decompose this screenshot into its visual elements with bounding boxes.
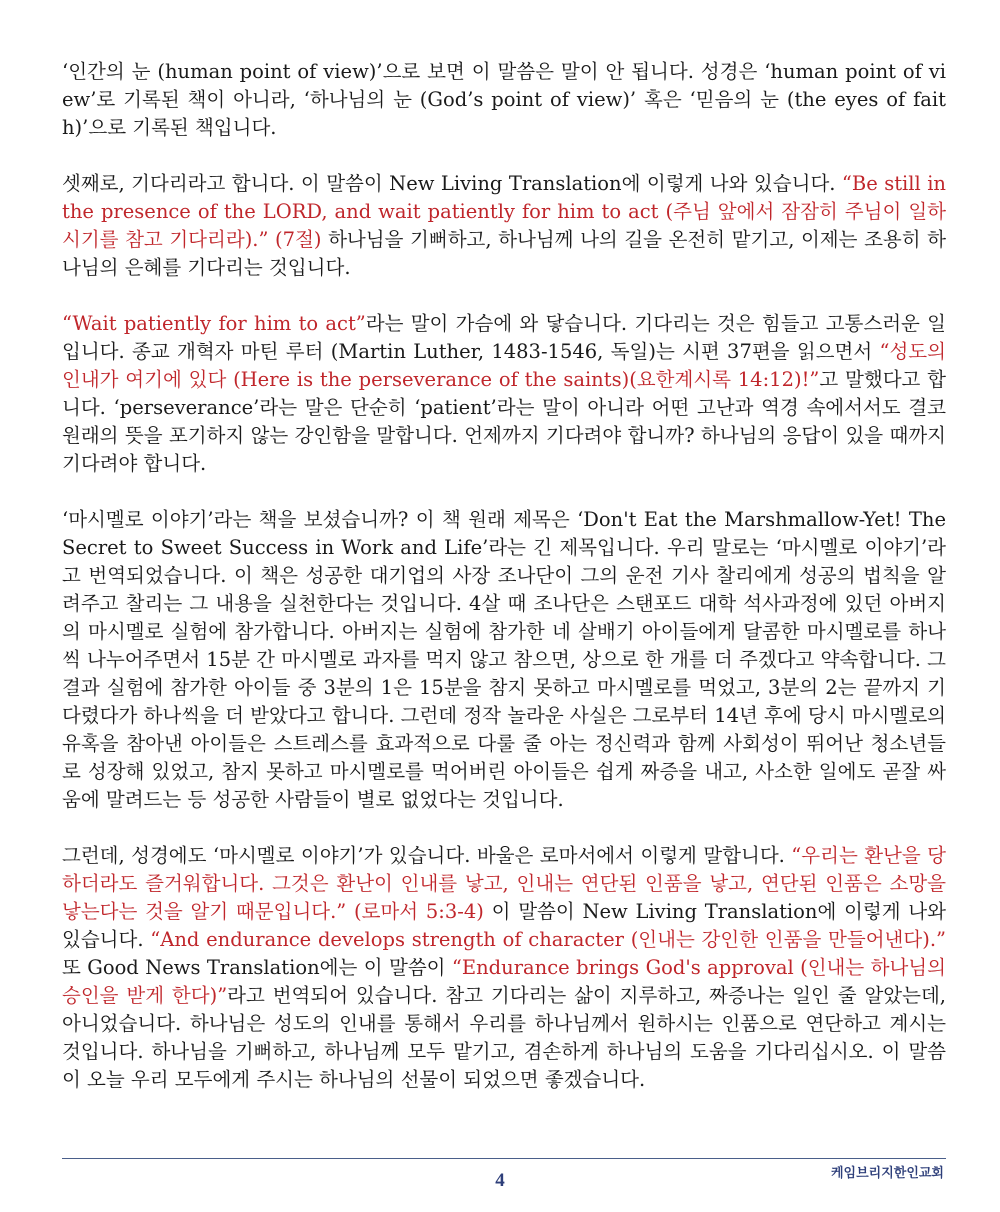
paragraph-text: ‘마시멜로 이야기’라는 책을 보셨습니까? 이 책 원래 제목은 ‘Don't Eat the Marshmallow-Yet! The Secret to Sweet Success in Work and Life’라는 긴 제목입니다. 우리 말로는 ‘마시멜로 이야기’라고 번역되었습니다. 이 책은 성공한 대기업의 사장 조나단이 그의 운전 기사 찰리에게 성공의 법칙을 알려주고 찰리는 그 내용을 실천한다는 것입니다. 4살 때 조나단은 스탠포드 대학 석사과정에 있던 아버지의 마시멜로 실험에 참가합니다. 아버지는 실험에 참가한 네 살배기 아이들에게 달콤한 마시멜로를 하나씩 나누어주면서 15분 간 마시멜로 과자를 먹지 않고 참으면, 상으로 한 개를 더 주겠다고 약속합니다. 그 결과 실험에 참가한 아이들 중 3분의 1은 15분을 참지 못하고 마시멜로를 먹었고, 3분의 2는 끝까지 기다렸다가 하나씩을 더 받았다고 합니다. 그런데 정작 놀라운 사실은 그로부터 14년 후에 당시 마시멜로의 유혹을 참아낸 아이들은 스트레스를 효과적으로 다룰 줄 아는 정신력과 함께 사회성이 뛰어난 청소년들로 성장해 있었고, 참지 못하고 마시멜로를 먹어버린 아이들은 쉽게 짜증을 내고, 사소한 일에도 곧잘 싸움에 말려드는 등 성공한 사람들이 별로 없었다는 것입니다. — [62, 508, 946, 811]
paragraph-text: 고 말했다고 합니다. ‘perseverance’라는 말은 단순히 ‘patient’라는 말이 아니라 어떤 고난과 역경 속에서서도 결코 원래의 뜻을 포기하지 않는 강인함을 말합니다. 언제까지 기다려야 합니까? 하나님의 응답이 있을 때까지 기다려야 합니다. — [62, 368, 946, 475]
quoted-scripture-text: “Endurance brings God's approval (인내는 하나님의 승인을 받게 한다)” — [62, 956, 946, 1007]
paragraph — [62, 58, 946, 142]
paragraph-text: 그런데, 성경에도 ‘마시멜로 이야기’가 있습니다. 바울은 로마서에서 이렇게 말합니다. — [62, 844, 792, 867]
paragraph-text: 셋째로, 기다리라고 합니다. 이 말씀이 New Living Translation에 이렇게 나와 있습니다. — [62, 172, 842, 195]
quoted-scripture-text: “Wait patiently for him to act” — [62, 312, 366, 335]
quoted-scripture-text: “우리는 환난을 당하더라도 즐거워합니다. 그것은 환난이 인내를 낳고, 인내는 연단된 인품을 낳고, 연단된 인품은 소망을 낳는다는 것을 알기 때문입니다.” (로마서 5:3-4) — [62, 844, 946, 923]
quoted-scripture-text: “And endurance develops strength of character (인내는 강인한 인품을 만들어낸다).” — [150, 928, 946, 951]
paragraph-text: ‘인간의 눈 (human point of view)’으로 보면 이 말씀은 말이 안 됩니다. 성경은 ‘human point of view’로 기록된 책이 아니라, ‘하나님의 눈 (God’s point of view)’ 혹은 ‘믿음의 눈 (the eyes of faith)’으로 기록된 책입니다. — [62, 60, 946, 139]
quoted-scripture-text: “성도의 인내가 여기에 있다 (Here is the perseverance of the saints)(요한계시록 14:12)!” — [62, 340, 946, 391]
paragraph-text: 라는 말이 가슴에 와 닿습니다. 기다리는 것은 힘들고 고통스러운 일입니다. 종교 개혁자 마틴 루터 (Martin Luther, 1483-1546, 독일)는 시편 37편을 읽으면서 — [62, 312, 946, 363]
paragraph — [62, 506, 946, 814]
paragraph — [62, 842, 946, 1094]
church-name: 케임브리지한인교회 — [830, 1166, 944, 1181]
sermon-body — [62, 58, 946, 1094]
quoted-scripture-text: “Be still in the presence of the LORD, and wait patiently for him to act (주님 앞에서 잠잠히 주님이 일하시기를 참고 기다리라).” (7절) — [62, 172, 946, 251]
paragraph — [62, 310, 946, 478]
paragraph — [62, 170, 946, 282]
page-number: 4 — [495, 1170, 505, 1191]
footer-divider — [62, 1158, 946, 1159]
paragraph-text: 또 Good News Translation에는 이 말씀이 — [62, 956, 452, 979]
paragraph-text: 라고 번역되어 있습니다. 참고 기다리는 삶이 지루하고, 짜증나는 일인 줄 알았는데, 아니었습니다. 하나님은 성도의 인내를 통해서 우리를 하나님께서 원하시는 인품으로 연단하고 계시는 것입니다. 하나님을 기뻐하고, 하나님께 모두 맡기고, 겸손하게 하나님의 도움을 기다리십시오. 이 말씀이 오늘 우리 모두에게 주시는 하나님의 선물이 되었으면 좋겠습니다. — [62, 984, 947, 1091]
paragraph-text: 이 말씀이 New Living Translation에 이렇게 나와 있습니다. — [62, 900, 946, 951]
paragraph-text: 하나님을 기뻐하고, 하나님께 나의 길을 온전히 맡기고, 이제는 조용히 하나님의 은혜를 기다리는 것입니다. — [62, 228, 946, 279]
